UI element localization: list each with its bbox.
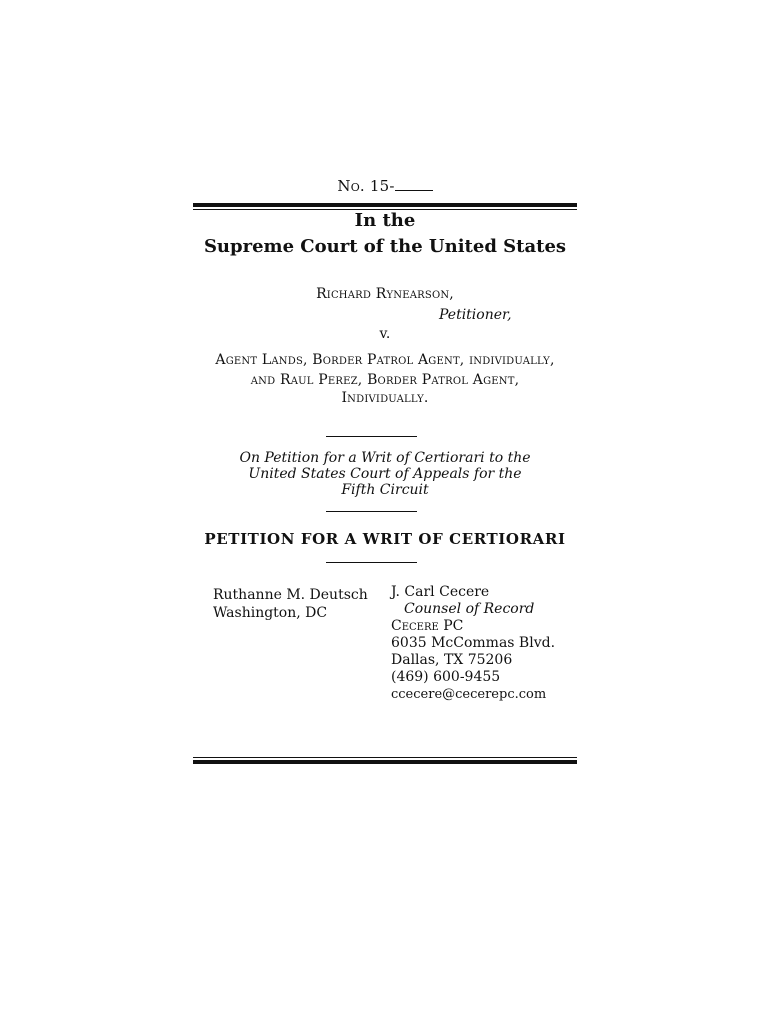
petitioner-role: Petitioner, <box>439 307 512 323</box>
counsel-right-phone: (469) 600-9455 <box>391 669 501 685</box>
docket-blank <box>395 176 433 191</box>
docket-prefix: No. 15- <box>337 177 395 195</box>
certiorari-line-3: Fifth Circuit <box>341 482 429 498</box>
separator-rule-1 <box>326 436 417 437</box>
respondents-line-2: and Raul Perez, Border Patrol Agent, <box>250 372 520 388</box>
docket-number <box>0 176 768 195</box>
bottom-double-rule <box>193 757 577 764</box>
respondents-line-1: Agent Lands, Border Patrol Agent, individually, <box>215 352 555 368</box>
separator-rule-3 <box>326 562 417 563</box>
counsel-left-block <box>213 586 368 622</box>
counsel-right-firm: Cecere PC <box>391 618 464 634</box>
certiorari-line-1: On Petition for a Writ of Certiorari to the <box>239 450 531 466</box>
counsel-right-name: J. Carl Cecere <box>391 584 490 600</box>
certiorari-line-2: United States Court of Appeals for the <box>248 466 522 482</box>
counsel-right-street: 6035 McCommas Blvd. <box>391 635 556 651</box>
counsel-right-block <box>391 584 555 703</box>
counsel-right-role: Counsel of Record <box>404 601 535 617</box>
document-title: PETITION FOR A WRIT OF CERTIORARI <box>204 530 566 548</box>
court-name: Supreme Court of the United States <box>203 236 567 257</box>
counsel-right-city: Dallas, TX 75206 <box>391 652 513 668</box>
separator-rule-2 <box>326 511 417 512</box>
counsel-right-email: ccecere@cecerepc.com <box>391 687 547 702</box>
counsel-left-city: Washington, DC <box>213 605 328 621</box>
petitioner-name: Richard Rynearson, <box>316 286 454 302</box>
top-double-rule <box>193 203 577 210</box>
counsel-left-name: Ruthanne M. Deutsch <box>213 587 368 603</box>
versus: v. <box>379 326 391 342</box>
court-line-in-the: In the <box>354 210 416 231</box>
respondents-line-3: Individually. <box>341 390 429 406</box>
